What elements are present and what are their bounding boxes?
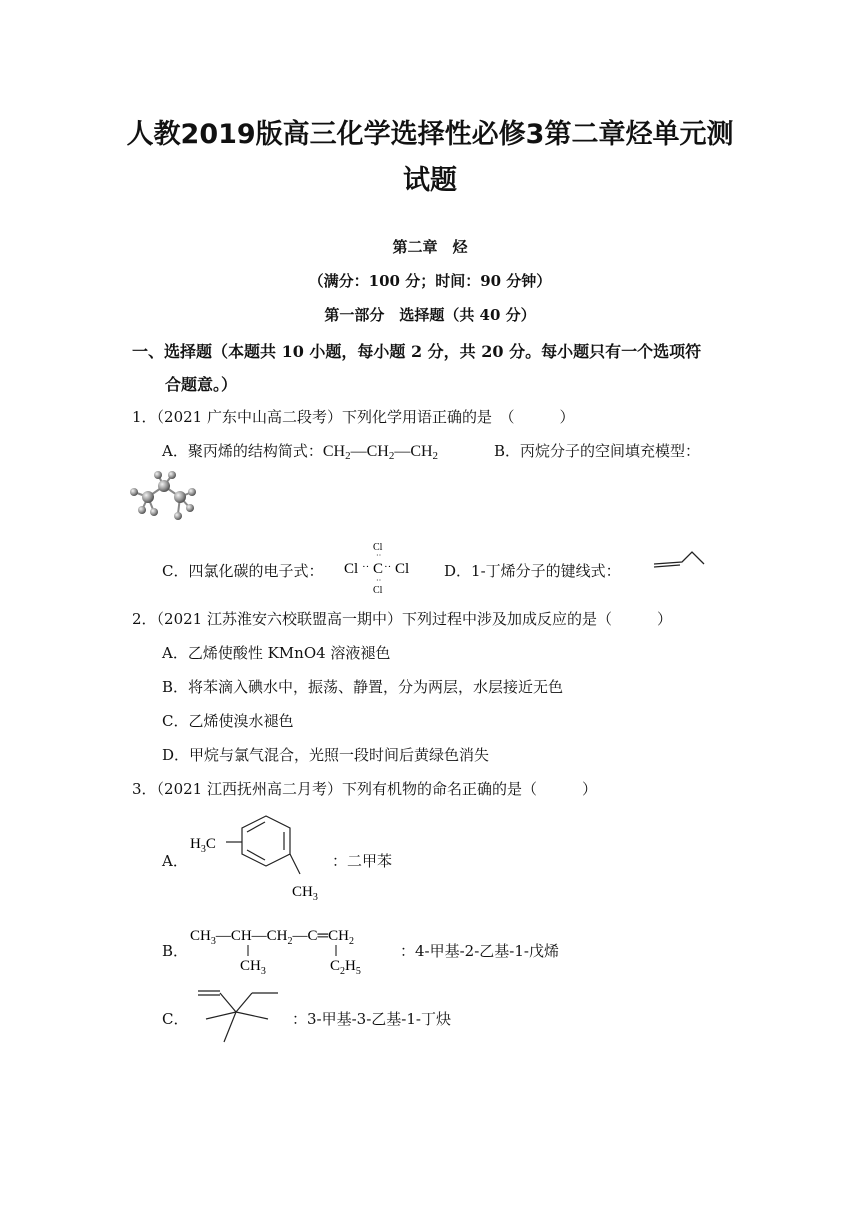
propane-space-filling-model	[128, 470, 200, 522]
q1-option-a	[162, 440, 438, 461]
score-time-line: （满分：100 分；时间：90 分钟）	[308, 272, 552, 290]
1-butene-skeletal-formula	[648, 548, 708, 570]
svg-text:Cl: Cl	[395, 561, 410, 577]
option-b-structure	[188, 920, 398, 976]
q2-option-b: B．将苯滴入碘水中，振荡、静置，分为两层，水层接近无色	[162, 678, 564, 696]
svg-text:Cl: Cl	[373, 585, 383, 596]
svg-text:C2H5: $C_2H_5$	[330, 958, 361, 976]
svg-text:H3C: $H_3C$	[190, 836, 216, 855]
svg-text:C: C	[373, 561, 384, 577]
q1-option-d-label: D．1-丁烯分子的键线式：	[444, 562, 621, 580]
question-1-stem: 1．（2021 广东中山高二段考）下列化学用语正确的是 （ ）	[132, 408, 575, 426]
part-heading: 第一部分 选择题（共 40 分）	[324, 306, 536, 324]
section-instruction-line2: 合题意。）	[165, 375, 238, 394]
q3-option-b-label: B．	[162, 942, 189, 960]
q3-option-b-name: ：4-甲基-2-乙基-1-戊烯	[400, 942, 559, 960]
xylene-structure	[186, 808, 336, 904]
svg-text:CH3—CH—CH2—C═CH2: $CH_3—CH—CH_2—C═CH_2$	[190, 928, 355, 947]
chapter-heading: 第二章 烃	[392, 238, 468, 256]
document-title-line2: 试题	[403, 165, 457, 196]
document-title-line1: 人教2019版高三化学选择性必修3第二章烃单元测	[126, 119, 734, 150]
section-instruction-line1: 一、选择题（本题共 10 小题，每小题 2 分，共 20 分。每小题只有一个选项符	[132, 342, 702, 361]
svg-text:Cl: Cl	[344, 561, 359, 577]
question-2-stem: 2．（2021 江苏淮安六校联盟高一期中）下列过程中涉及加成反应的是（ ）	[132, 610, 672, 628]
q1-option-b: B．丙烷分子的空间填充模型：	[494, 442, 701, 460]
q1-option-c-label: C．四氯化碳的电子式：	[162, 562, 324, 580]
q2-option-c: C．乙烯使溴水褪色	[162, 712, 294, 730]
q2-option-a: A．乙烯使酸性 KMnO4 溶液褪色	[162, 644, 391, 662]
q3-option-a-name: ：二甲苯	[332, 852, 393, 870]
q2-option-d: D．甲烷与氯气混合，光照一段时间后黄绿色消失	[162, 746, 490, 764]
q1-option-a-label: A．聚丙烯的结构简式：	[162, 442, 323, 460]
question-3-stem: 3．（2021 江西抚州高二月考）下列有机物的命名正确的是（ ）	[132, 780, 597, 798]
q1-option-a-formula: $CH_2—CH_2—CH_2$	[322, 443, 439, 462]
svg-text:CH3: $CH_3$	[292, 884, 318, 903]
svg-text:··: ··	[376, 576, 382, 585]
svg-text:··: ··	[384, 561, 392, 573]
option-c-skeletal-formula	[192, 982, 286, 1046]
q3-option-c-name: ：3-甲基-3-乙基-1-丁炔	[292, 1010, 451, 1028]
svg-text:··: ··	[376, 551, 382, 560]
ccl4-electron-formula	[340, 538, 416, 596]
svg-text:Cl: Cl	[373, 542, 383, 553]
svg-text:CH3: $CH_3$	[240, 958, 266, 976]
q3-option-a-label: A．	[162, 852, 188, 870]
q3-option-c-label: C．	[162, 1010, 189, 1028]
svg-text:··: ··	[362, 561, 370, 573]
